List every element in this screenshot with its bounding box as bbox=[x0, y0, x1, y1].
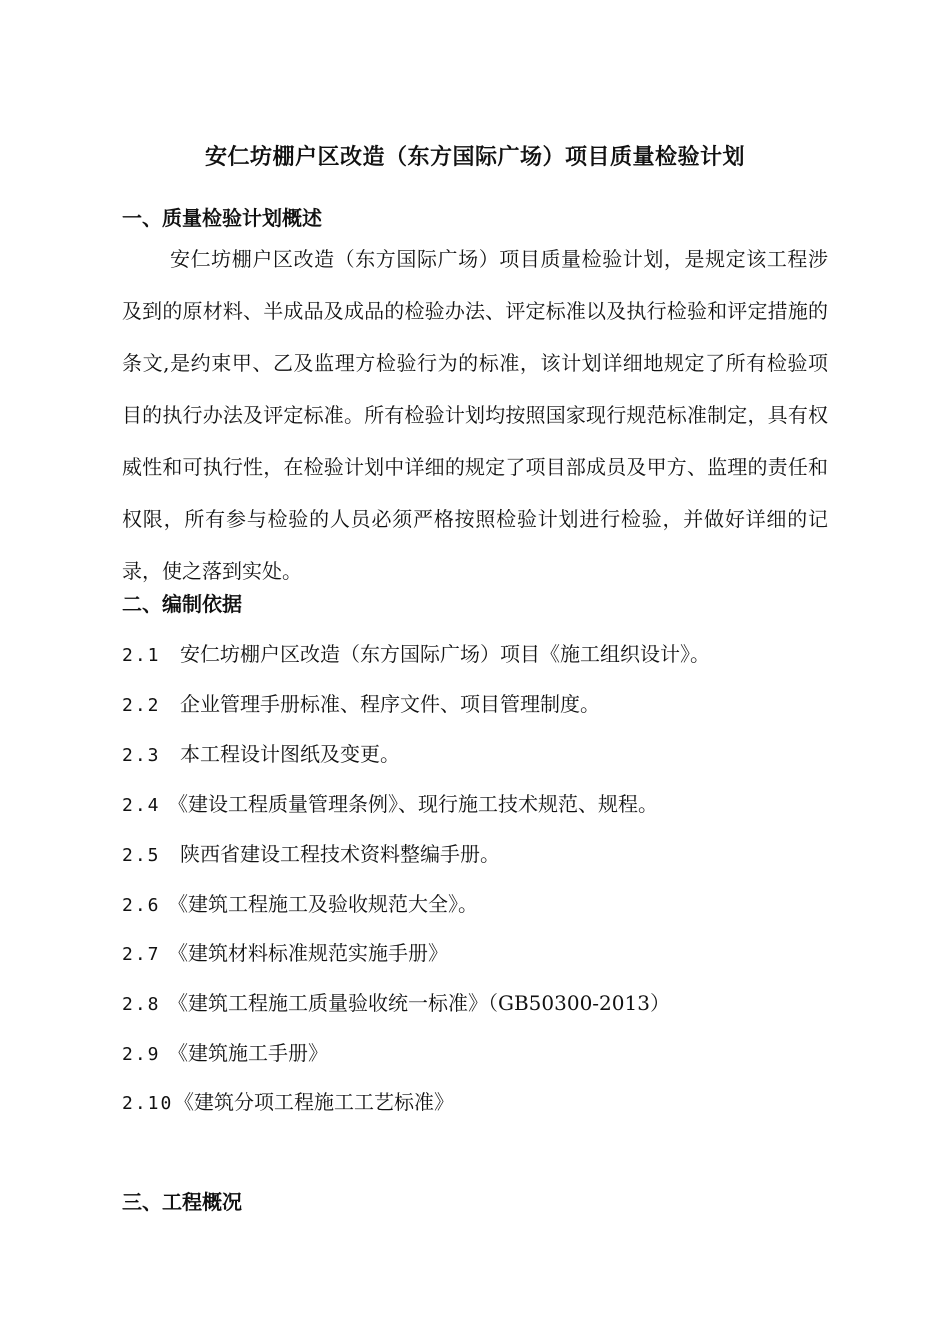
basis-item-text: 《建筑工程施工及验收规范大全》。 bbox=[168, 892, 478, 916]
basis-item-text: 《建筑分项工程施工工艺标准》 bbox=[174, 1090, 454, 1114]
basis-item-number: 2.2 bbox=[122, 695, 161, 716]
basis-item-text: 陕西省建设工程技术资料整编手册。 bbox=[180, 842, 500, 866]
basis-item bbox=[122, 788, 658, 817]
basis-item-number: 2.7 bbox=[122, 944, 161, 965]
basis-item-text: 本工程设计图纸及变更。 bbox=[180, 742, 400, 766]
section-3-heading: 三、工程概况 bbox=[122, 1190, 242, 1214]
basis-item-number: 2.3 bbox=[122, 745, 161, 766]
basis-item bbox=[122, 738, 400, 767]
basis-item-number: 2.8 bbox=[122, 994, 161, 1015]
basis-item bbox=[122, 937, 448, 966]
document-title: 安仁坊棚户区改造（东方国际广场）项目质量检验计划 bbox=[204, 144, 745, 170]
basis-item bbox=[122, 638, 710, 667]
section-2-heading: 二、编制依据 bbox=[122, 592, 242, 616]
basis-item-text: 《建筑工程施工质量验收统一标准》（GB50300-2013） bbox=[168, 991, 670, 1015]
basis-item bbox=[122, 688, 600, 717]
basis-item bbox=[122, 987, 670, 1016]
basis-item-number: 2.10 bbox=[122, 1093, 174, 1114]
section-1-heading: 一、质量检验计划概述 bbox=[122, 206, 322, 230]
basis-item-number: 2.5 bbox=[122, 845, 161, 866]
basis-item-text: 《建筑材料标准规范实施手册》 bbox=[168, 941, 448, 965]
basis-item-text: 企业管理手册标准、程序文件、项目管理制度。 bbox=[180, 692, 600, 716]
basis-item bbox=[122, 838, 500, 867]
basis-item-text: 《建筑施工手册》 bbox=[168, 1041, 328, 1065]
section-1-body: 安仁坊棚户区改造（东方国际广场）项目质量检验计划，是规定该工程涉及到的原材料、半成品及成品的检验办法、评定标准以及执行检验和评定措施的条文,是约束甲、乙及监理方检验行为的标准，该计划详细地规定了所有检验项目的执行办法及评定标准。所有检验计划均按照国家现行规范标准制定，具有权威性和可执行性，在检验计划中详细的规定了项目部成员及甲方、监理的责任和权限，所有参与检验的人员必须严格按照检验计划进行检验，并做好详细的记录，使之落到实处。 bbox=[122, 247, 828, 583]
basis-item-number: 2.1 bbox=[122, 645, 161, 666]
basis-item-number: 2.4 bbox=[122, 795, 161, 816]
basis-item bbox=[122, 1086, 454, 1115]
basis-item bbox=[122, 888, 478, 917]
basis-item-number: 2.6 bbox=[122, 895, 161, 916]
basis-item-text: 《建设工程质量管理条例》、现行施工技术规范、规程。 bbox=[168, 792, 658, 816]
basis-item-text: 安仁坊棚户区改造（东方国际广场）项目《施工组织设计》。 bbox=[180, 642, 710, 666]
basis-item bbox=[122, 1037, 328, 1066]
basis-item-number: 2.9 bbox=[122, 1044, 161, 1065]
